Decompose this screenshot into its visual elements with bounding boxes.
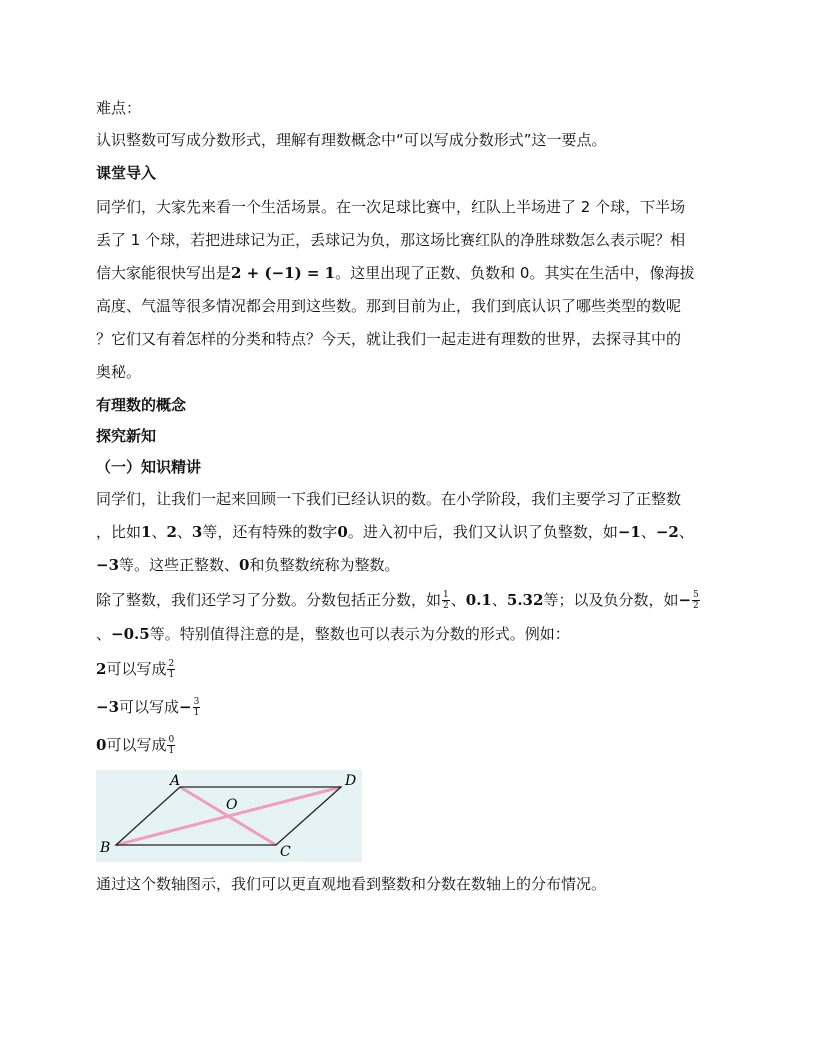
example-line-3 (96, 735, 726, 756)
k2-num-1: 1 (141, 523, 152, 541)
knowledge-line-5 (96, 624, 726, 644)
k2-text-b: 等，还有特殊的数字 (202, 523, 338, 541)
k2-sep-2: 、 (176, 523, 192, 541)
k2-sep-1: 、 (151, 523, 167, 541)
k2-neg-2: −2 (655, 523, 679, 541)
k5-decimal: −0.5 (111, 625, 150, 643)
k5-text-a: 、 (96, 625, 112, 643)
k4-sep-1: 、 (450, 591, 466, 609)
fraction-numerator: 3 (193, 697, 200, 707)
k2-text-a: ，比如 (96, 523, 142, 541)
fraction-denominator: 2 (693, 601, 699, 611)
k2-num-2: 2 (166, 523, 177, 541)
k2-num-0: 0 (337, 523, 348, 541)
intro-paragraph-line-5: ？它们又有着怎样的分类和特点？今天，就让我们一起走进有理数的世界，去探寻其中的 (96, 330, 682, 348)
heading-explore-new: 探究新知 (96, 427, 157, 445)
ex3-fraction (167, 735, 175, 756)
k2-sep-3: 、 (640, 523, 656, 541)
k4-sep-2: 、 (491, 591, 507, 609)
fraction-one-half (442, 590, 450, 611)
ex2-number: −3 (96, 698, 120, 716)
vertex-label-b: B (100, 840, 111, 856)
intro-paragraph-line-4: 高度、气温等很多情况都会用到这些数。那到目前为止，我们到底认识了哪些类型的数呢 (96, 297, 682, 315)
knowledge-line-3 (96, 555, 726, 575)
knowledge-line-1: 同学们，让我们一起来回顾一下我们已经认识的数。在小学阶段，我们主要学习了正整数 (96, 490, 682, 508)
fraction-numerator: 2 (168, 659, 175, 669)
intro-paragraph-line-2: 丢了 1 个球，若把进球记为正，丢球记为负，那这场比赛红队的净胜球数怎么表示呢？相 (96, 231, 686, 249)
heading-knowledge: （一）知识精讲 (96, 458, 202, 476)
closing-text: 通过这个数轴图示，我们可以更直观地看到整数和分数在数轴上的分布情况。 (96, 875, 607, 893)
k3-zero: 0 (239, 556, 250, 574)
fraction-denominator: 1 (168, 746, 175, 756)
intro-paragraph-line-3 (96, 263, 726, 283)
intro-paragraph-line-6: 奥秘。 (96, 363, 142, 381)
intro-text-a: 信大家能很快写出是 (96, 264, 232, 282)
vertex-label-a: A (170, 773, 181, 789)
k2-num-3: 3 (191, 523, 203, 541)
knowledge-line-4 (96, 590, 726, 611)
ex1-text: 可以写成 (106, 660, 167, 678)
heading-rational-concept: 有理数的概念 (96, 396, 187, 414)
k4-text-b: 等；以及负分数，如 (543, 591, 679, 609)
k3-neg-3: −3 (96, 556, 120, 574)
example-line-1 (96, 659, 726, 680)
center-label-o: O (226, 797, 238, 813)
k4-decimal-1: 0.1 (465, 591, 492, 609)
intro-paragraph-line-1: 同学们，大家先来看一个生活场景。在一次足球比赛中，红队上半场进了 2 个球，下半场 (96, 198, 686, 216)
vertex-label-c: C (280, 844, 291, 860)
ex2-text: 可以写成 (119, 698, 180, 716)
example-line-2 (96, 697, 726, 718)
k2-sep-4: 、 (678, 523, 694, 541)
ex2-fraction (193, 697, 201, 718)
fraction-denominator: 1 (193, 708, 200, 718)
k3-text-b: 和负整数统称为整数。 (249, 556, 400, 574)
k3-text-a: 等。这些正整数、 (119, 556, 240, 574)
intro-equation: 2 + (−1) = 1 (231, 264, 336, 282)
fraction-numerator: 0 (168, 735, 175, 745)
fraction-denominator: 1 (168, 670, 175, 680)
k4-text-a: 除了整数，我们还学习了分数。分数包括正分数，如 (96, 591, 442, 609)
fraction-five-halves (692, 590, 700, 611)
difficulty-text: 认识整数可写成分数形式，理解有理数概念中“可以写成分数形式”这一要点。 (96, 131, 607, 149)
ex1-fraction (167, 659, 175, 680)
k4-decimal-2: 5.32 (506, 591, 544, 609)
vertex-label-d: D (345, 773, 357, 789)
fraction-numerator: 5 (693, 590, 699, 600)
fraction-denominator: 2 (443, 601, 449, 611)
ex2-neg-sign: − (179, 698, 192, 716)
parallelogram-figure (96, 770, 362, 862)
k2-neg-1: −1 (617, 523, 641, 541)
intro-text-b: 。这里出现了正数、负数和 0。其实在生活中，像海拔 (335, 264, 695, 282)
k2-text-c: 。进入初中后，我们又认识了负整数，如 (347, 523, 618, 541)
ex3-number: 0 (96, 736, 107, 754)
difficulty-label: 难点： (96, 99, 142, 117)
heading-class-intro: 课堂导入 (96, 164, 157, 182)
ex3-text: 可以写成 (106, 736, 167, 754)
knowledge-line-2 (96, 522, 726, 542)
k4-neg-sign: − (678, 591, 692, 609)
ex1-number: 2 (96, 660, 107, 678)
fraction-numerator: 1 (443, 590, 449, 600)
k5-text-b: 等。特别值得注意的是，整数也可以表示为分数的形式。例如： (149, 625, 570, 643)
